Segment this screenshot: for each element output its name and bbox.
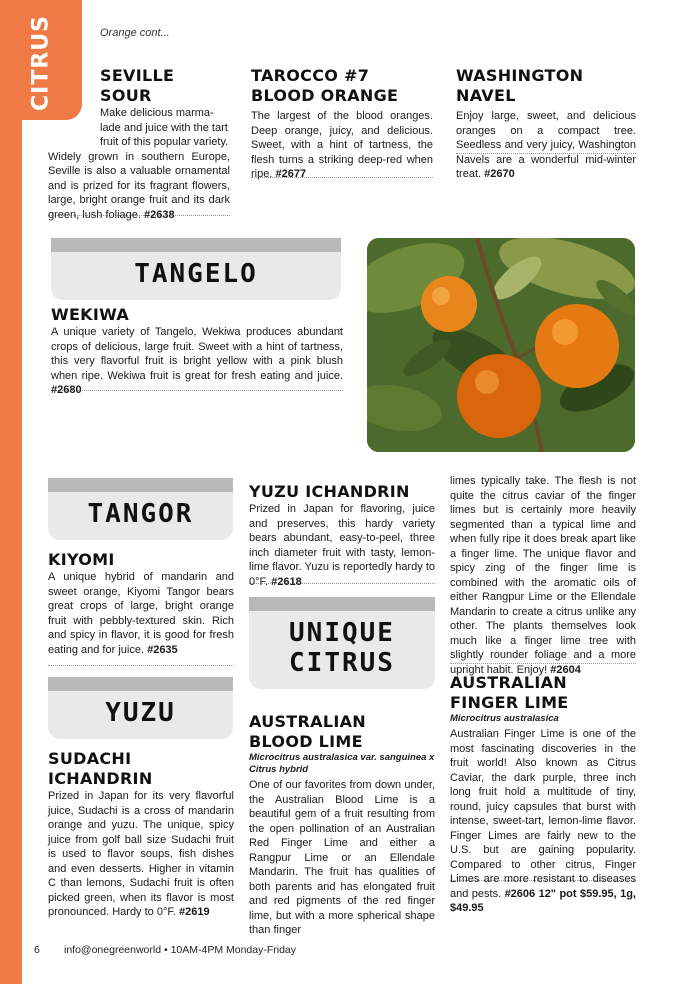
desc-line: lade and juice with the tart	[100, 121, 228, 134]
section-title: YUZU	[105, 698, 176, 728]
entry-title: SUDACHI ICHANDRIN	[48, 749, 153, 788]
orange-tree-photo	[367, 238, 635, 452]
entry-title: WASHINGTON NAVEL	[456, 66, 584, 105]
desc-text: limes typically take. The flesh is not quite the citrus caviar of the finger limes but is certainly more heavily segmented than a typical lime and when fully ripe it does break apart like a finger lime. The unique flavor and spicy zing of the finger lime is combined with the aromatic oils of either Rangpur Lime or the Ellendale Mandarin to create a citrus unlike any other. The plants themselves look much like a finger lime tree with slightly rounder foliage and a more upright habit. Enjoy!	[450, 475, 636, 676]
latin-name: Microcitrus australasica var. sanguinea x Citrus hybrid	[249, 752, 435, 775]
desc-text: Prized in Japan for flavoring, juice and preserves, this hardy variety bears abundant, easy-to-peel, three inch diameter fruit with tasty, lemon-lime flavor. Yuzu is reportedly hardy to 0°F.	[249, 503, 435, 588]
entry-title: KIYOMI	[48, 550, 115, 569]
entry-description: One of our favorites from down under, the Australian Blood Lime is a beautiful gem of a fruit resulting from the open pollination of an Australian Red Finger Lime and either a Rangpur Lime or an Ellendale Mandarin. The fruit has qualities of both parents and has elongated fruit and red pigments of the red finger lime, but with a more spherical shape than finger	[249, 779, 435, 936]
entry-description	[251, 109, 433, 182]
entry-description	[456, 109, 636, 182]
entry-australian-finger-lime	[450, 673, 636, 914]
entry-title: SEVILLE SOUR	[100, 66, 175, 105]
entry-description	[51, 325, 343, 398]
entry-title: AUSTRALIAN BLOOD LIME	[249, 712, 366, 751]
item-number: #2635	[147, 643, 178, 656]
entry-kiyomi	[48, 550, 234, 666]
item-number: #2619	[178, 906, 210, 918]
entry-description	[450, 474, 636, 677]
footer-contact: info@onegreenworld • 10AM-4PM Monday-Friday	[64, 944, 297, 956]
desc-line: fruit of this popular variety.	[100, 136, 229, 148]
section-header-yuzu	[48, 677, 233, 739]
entry-seville-sour	[48, 66, 230, 221]
entry-wekiwa	[51, 305, 343, 396]
entry-australian-blood-lime-continued	[450, 474, 636, 676]
item-number: #2680	[51, 384, 82, 396]
page-number: 6	[34, 944, 40, 956]
photo-illustration	[367, 238, 635, 452]
entry-title: WEKIWA	[51, 305, 130, 324]
item-number: #2677	[275, 168, 307, 180]
entry-title: AUSTRALIAN FINGER LIME	[450, 673, 569, 712]
desc-rest: Widely grown in southern Europe, Seville is also a valuable ornamental and is prized for its fragrant flowers, large, bright orange fruit and its dark green, lush foliage.	[48, 150, 230, 221]
section-title-line-2: CITRUS	[289, 648, 395, 678]
entry-description	[450, 727, 636, 916]
section-header-unique-citrus	[249, 597, 435, 689]
entry-description	[249, 502, 435, 589]
entry-tarocco-blood-orange	[251, 66, 433, 178]
entry-sudachi-ichandrin	[48, 749, 234, 918]
continued-note: Orange cont...	[100, 27, 170, 39]
desc-text: Australian Finger Lime is one of the most fascinating discoveries in the fruit world! Also known as Citrus Caviar, the dark purple, three inch long fruit hold a multitude of tiny, round, juicy capsules that burst with intense, sweet-tart, lemon-lime flavor. Finger Limes are fairly new to the U.S. but are gaining popularity. Compared to other citrus, Finger Limes are more resistant to diseases and pests.	[450, 728, 636, 900]
item-number: #2606 12" pot $59.95, 1g, $49.95	[450, 887, 636, 914]
entry-title: TAROCCO #7 BLOOD ORANGE	[251, 66, 399, 105]
item-number: #2604	[550, 663, 581, 676]
entry-yuzu-ichandrin	[249, 482, 435, 588]
item-number: #2670	[484, 168, 515, 180]
entry-description	[48, 570, 234, 657]
section-header-tangelo	[51, 238, 341, 300]
entry-australian-blood-lime	[249, 712, 435, 936]
section-title: TANGELO	[134, 259, 258, 289]
entry-description	[48, 106, 230, 222]
desc-text: Enjoy large, sweet, and delicious oranges on a compact tree. Seedless and very juicy, Washington Navels are a wonderful mid-winter treat.	[456, 110, 636, 180]
item-number: #2618	[271, 575, 302, 588]
item-number: #2638	[144, 208, 175, 221]
desc-line: Make delicious marma-	[100, 107, 214, 119]
section-header-tangor	[48, 478, 233, 540]
entry-description	[48, 789, 234, 920]
entry-title: YUZU ICHANDRIN	[249, 482, 410, 501]
desc-text: A unique hybrid of mandarin and sweet orange, Kiyomi Tangor bears great crops of large, bright orange fruit with pebbly-textured skin. Rich and spicy in flavor, it is good for fresh eating and for juice.	[48, 571, 234, 656]
desc-text: The largest of the blood oranges. Deep orange, juicy, and delicious. Sweet, with a hint of tartness, the flesh turns a striking deep-red when ripe.	[251, 110, 433, 180]
section-title: TANGOR	[87, 499, 194, 529]
side-accent-bar	[0, 0, 22, 984]
entry-washington-navel	[456, 66, 636, 180]
latin-name: Microcitrus australasica	[450, 713, 559, 724]
desc-text: Prized in Japan for its very flavorful juice, Sudachi is a cross of mandarin orange and yuzu. The unique, spicy juice from golf ball size Sudachi fruit is used to flavor soups, fish dishes and even desserts. Higher in vitamin C than lemons, Sudachi fruit is often picked green, when its flavor is most pronounced. Hardy to 0°F.	[48, 790, 234, 918]
section-title-line-1: UNIQUE	[289, 618, 395, 648]
desc-text: A unique variety of Tangelo, Wekiwa produces abundant crops of delicious, large fruit. Sweet with a hint of tartness, this very flavorful fruit is bright yellow with a pink blush when ripe. Wekiwa fruit is great for fresh eating and juice.	[51, 326, 343, 382]
section-tab-label: CITRUS	[28, 15, 54, 111]
